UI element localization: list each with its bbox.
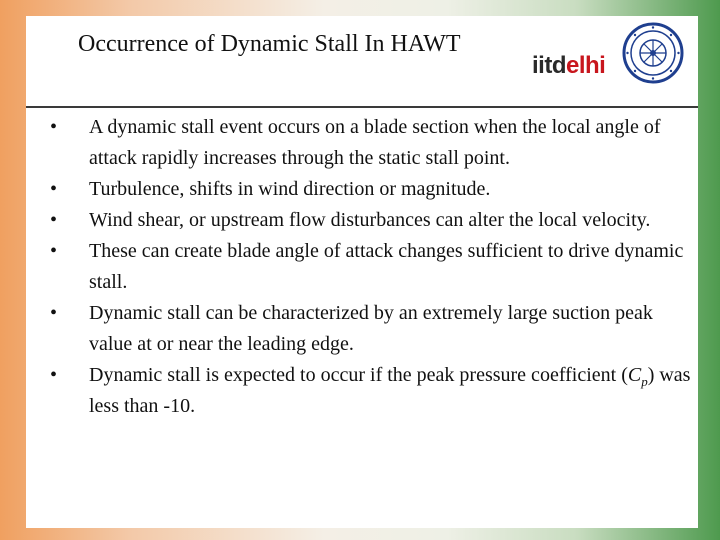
- bullet-list: [44, 112, 694, 422]
- iit-delhi-logo: [526, 20, 696, 92]
- logo-wordmark-elhi: elhi: [566, 52, 606, 79]
- bullet-item-pressure: [44, 360, 694, 422]
- bullet-text-before: Dynamic stall is expected to occur if the peak pressure coefficient (: [89, 364, 628, 386]
- institute-seal-icon: [622, 22, 684, 84]
- symbol-subscript-p: p: [641, 374, 648, 389]
- title-divider: [26, 106, 698, 108]
- slide-title: Occurrence of Dynamic Stall In HAWT: [78, 31, 461, 57]
- bullet-item: • Wind shear, or upstream flow disturbances can alter the local velocity.: [44, 205, 694, 236]
- bullet-item: • A dynamic stall event occurs on a blade section when the local angle of attack rapidly increases through the static stall point.: [44, 112, 694, 174]
- bullet-text-after: ) was less than -10.: [89, 364, 691, 417]
- slide: [26, 16, 698, 528]
- symbol-c: C: [627, 364, 642, 386]
- bullet-item: • These can create blade angle of attack changes sufficient to drive dynamic stall.: [44, 236, 694, 298]
- logo-wordmark-iitd: iitd: [532, 52, 566, 79]
- bullet-item: • Dynamic stall can be characterized by an extremely large suction peak value at or near the leading edge.: [44, 298, 694, 360]
- bullet-item: • Turbulence, shifts in wind direction or magnitude.: [44, 174, 694, 205]
- logo-wordmark: [532, 52, 605, 80]
